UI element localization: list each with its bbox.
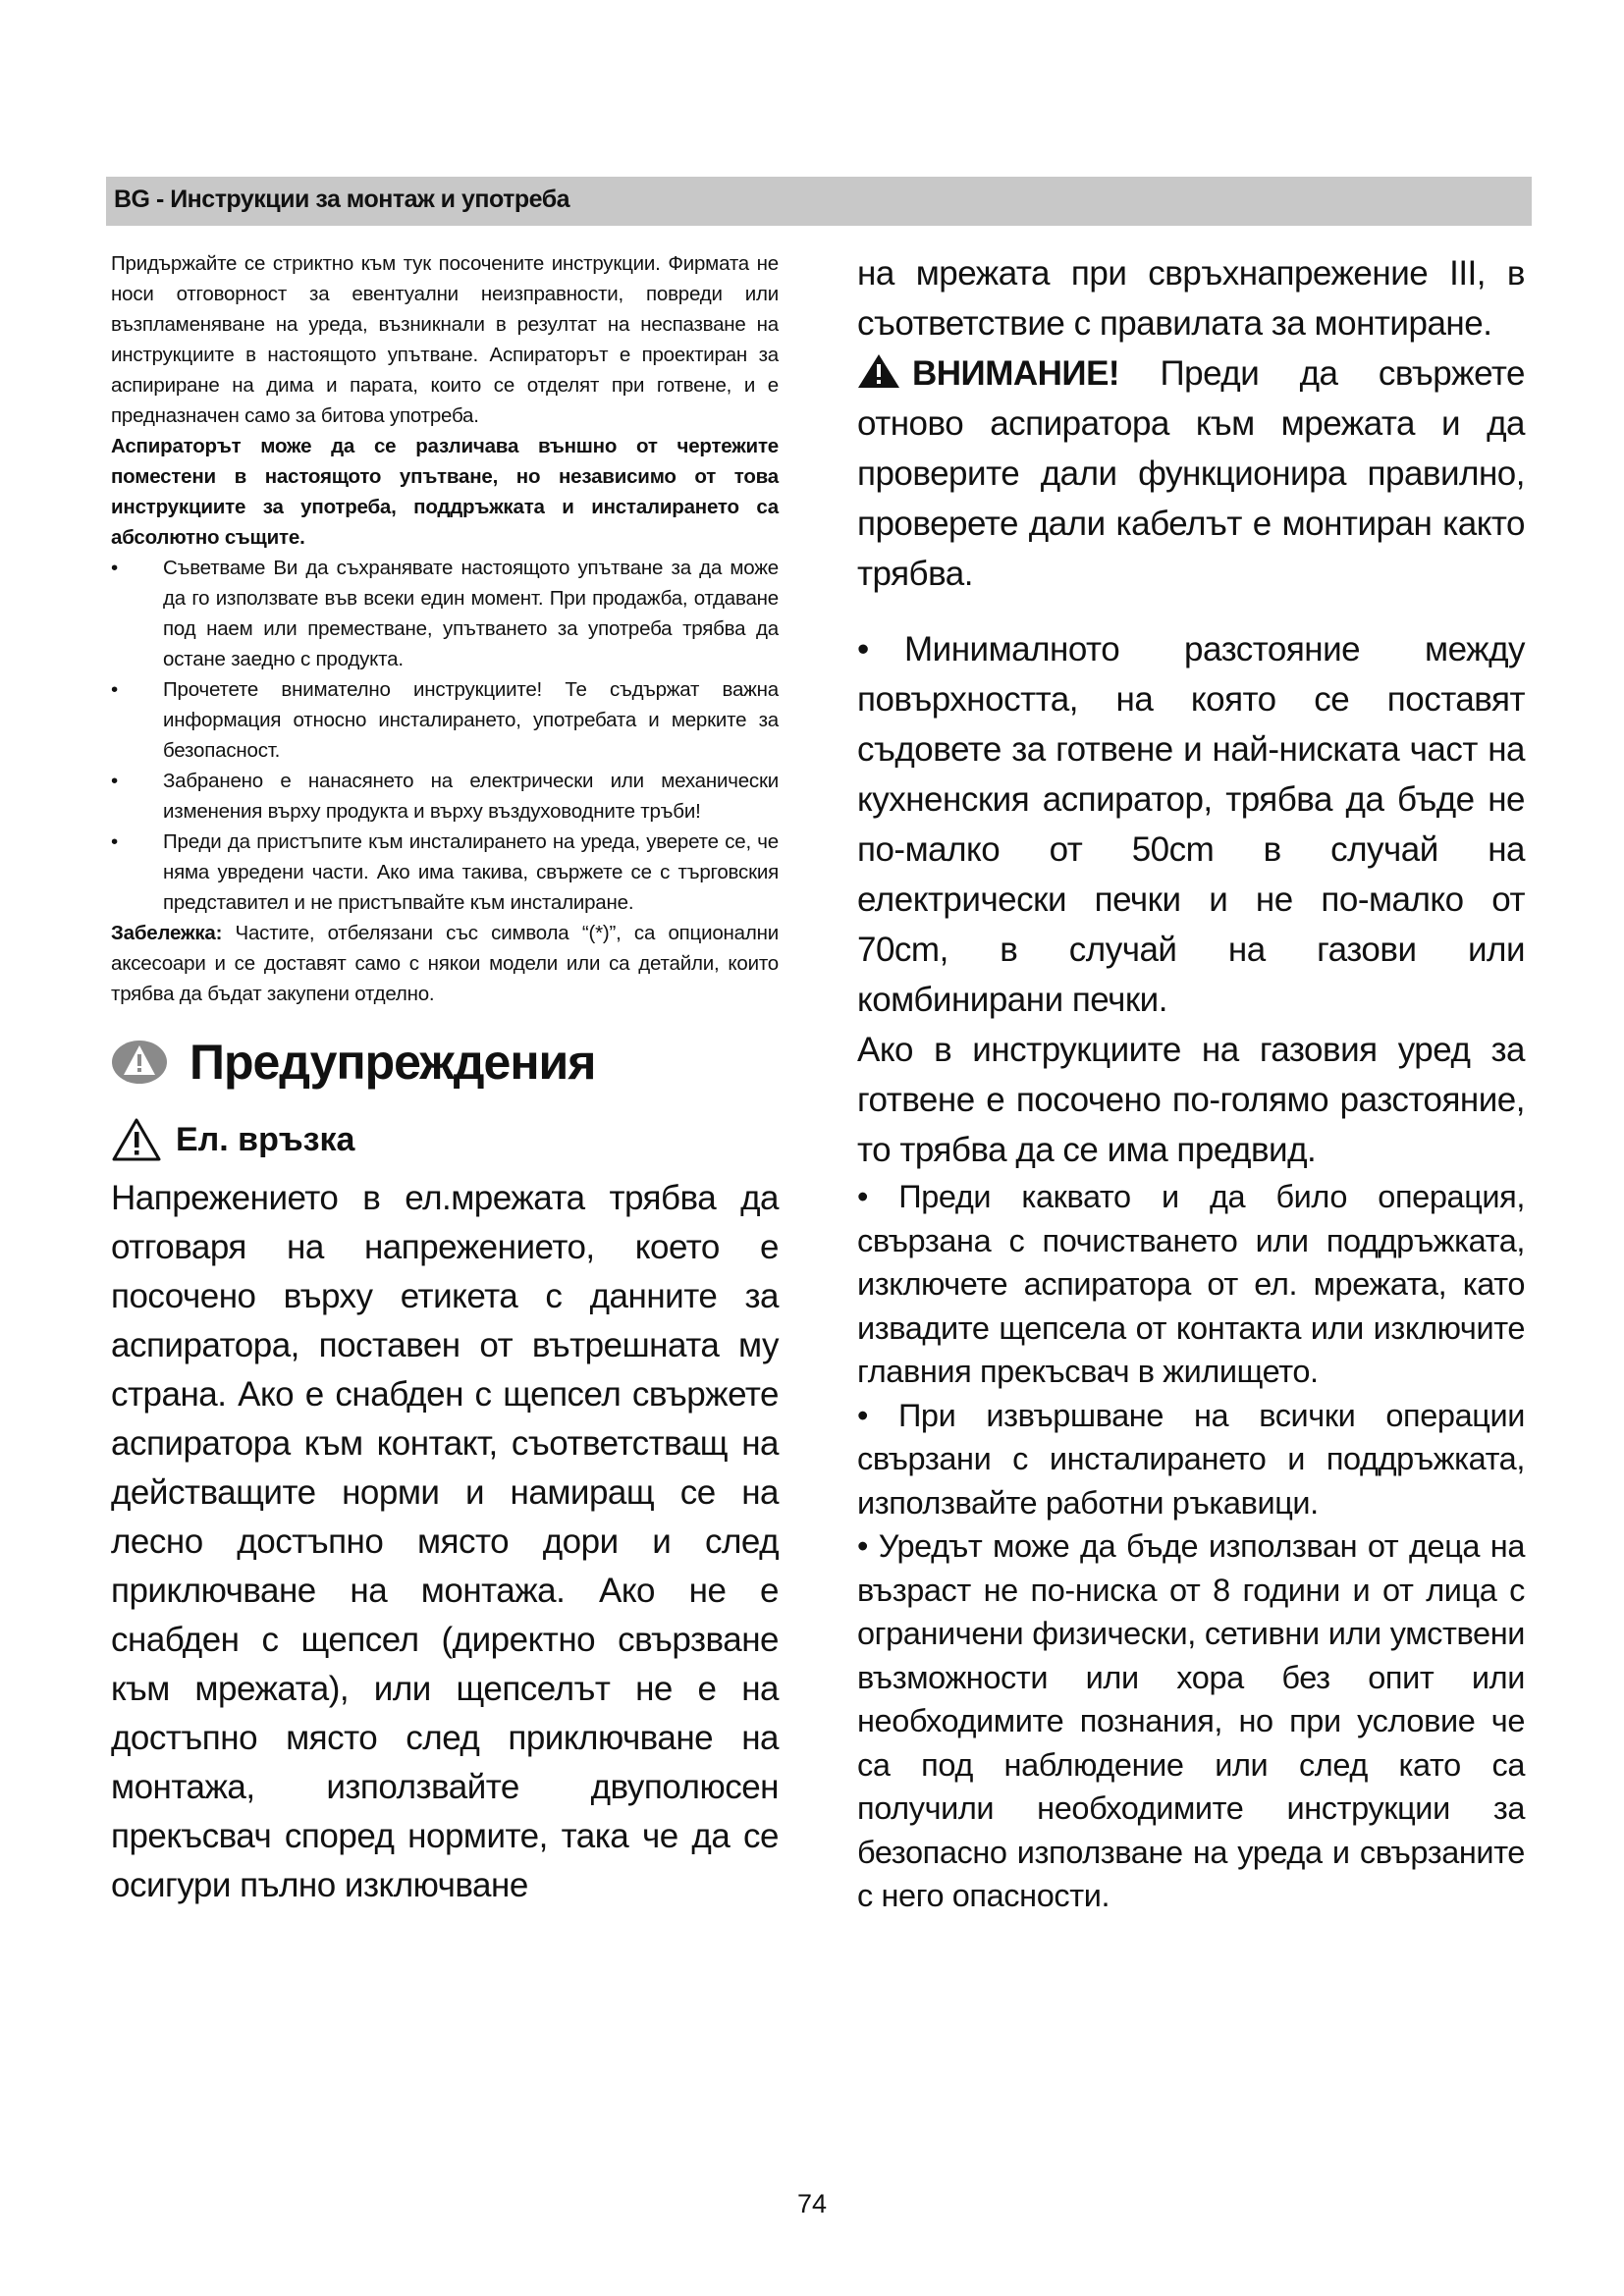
warning-filled-icon xyxy=(857,353,900,389)
attention-label: ВНИМАНИЕ! xyxy=(912,354,1120,393)
note-paragraph xyxy=(111,918,779,1009)
distance-paragraph: • Минималното разстояние между повърхността, на която се поставят съдовете за готвене и най-ниската част на кухненския аспиратор, трябва да бъде не по-малко от 50cm в случай на електрически печки и не по-малко от 70cm, в случай на газови или комбинирани печки. xyxy=(857,624,1525,1025)
instruction-bullets xyxy=(111,553,779,918)
note-text: Частите, отбелязани със символа “(*)”, са опционални аксесоари и се доставят само с някои модели или са детайли, които трябва да бъдат закупени отделно. xyxy=(111,922,779,1005)
list-item: • Преди каквато и да било операция, свързана с почистването или поддръжката, изключете аспиратора от ел. мрежата, като извадите щепсела от контакта или изключите главния прекъсвач в жилището. xyxy=(857,1179,1525,1389)
warning-triangle-icon xyxy=(111,1117,162,1162)
list-item: • Преди да пристъпите към инсталирането на уреда, уверете се, че няма увредени части. Ако има такива, свържете се с търговския представител и не пристъпвайте към инсталиране. xyxy=(111,827,779,918)
continuation-paragraph: на мрежата при свръхнапрежение III, в съответствие с правилата за монтиране. xyxy=(857,254,1525,343)
attention-text: Преди да свържете отново аспиратора към мрежата и да проверите дали функционира правилно, проверете дали кабелът е монтиран както трябва. xyxy=(857,354,1525,593)
bullet-symbol: • xyxy=(857,1397,868,1433)
list-item: • Прочетете внимателно инструкциите! Те съдържат важна информация относно инсталирането, употребата и мерките за безопасност. xyxy=(111,674,779,766)
list-item: • Съветваме Ви да съхранявате настоящото упътване за да може да го използвате във всеки един момент. При продажба, отдаване под наем или преместване, упътването за употреба трябва да остане заедно с продукта. xyxy=(111,553,779,674)
warnings-heading xyxy=(111,1027,779,1097)
right-column xyxy=(857,248,1525,1918)
electric-heading xyxy=(111,1115,779,1164)
section-title: BG - Инструкции за монтаж и употреба xyxy=(114,186,570,213)
list-item: • Забранено е нанасянето на електрически или механически изменения върху продукта и върху въздуховодните тръби! xyxy=(111,766,779,827)
bullet-symbol: • xyxy=(111,678,118,701)
gas-paragraph: Ако в инструкциите на газовия уред за готвене е посочено по-голямо разстояние, то трябва да се има предвид. xyxy=(857,1031,1525,1169)
intro-paragraph: Придържайте се стриктно към тук посочените инструкции. Фирмата не носи отговорност за евентуални неизправности, повреди или възпламеняване на уреда, възникнали в резултат на неспазване на инструкциите в настоящото упътване. Аспираторът е проектиран за аспириране на дима и парата, които се отделят при готвене, и е предназначен само за битова употреба. xyxy=(111,252,779,427)
warnings-title: Предупреждения xyxy=(189,1035,596,1090)
left-column xyxy=(111,248,779,1910)
section-header-bar xyxy=(106,177,1532,226)
page-number: 74 xyxy=(796,2189,828,2218)
electric-title: Ел. връзка xyxy=(176,1120,355,1158)
bullet-symbol: • xyxy=(857,630,869,668)
bullet-symbol: • xyxy=(111,557,118,579)
list-item: • Уредът може да бъде използван от деца на възраст не по-ниска от 8 години и от лица с ограничени физически, сетивни или умствени възможности или хора без опит или необходимите познания, но при условие че са под наблюдение или след като са получили необходимите инструкции за безопасно използване на уреда и свързаните с него опасности. xyxy=(857,1528,1525,1913)
list-item: • При извършване на всички операции свързани с инсталирането и поддръжката, използвайте работни ръкавици. xyxy=(857,1397,1525,1521)
bullet-symbol: • xyxy=(111,830,118,853)
bullet-symbol: • xyxy=(857,1179,868,1214)
bullet-symbol: • xyxy=(857,1528,868,1564)
bold-notice: Аспираторът може да се различава външно от чертежите поместени в настоящото упътване, но независимо от това инструкциите за употреба, поддръжката и инсталирането са абсолютно същите. xyxy=(111,435,779,549)
note-label: Забележка: xyxy=(111,922,223,944)
electric-paragraph: Напрежението в ел.мрежата трябва да отговаря на напрежението, което е посочено върху етикета с данните за аспиратора, поставен от вътрешната му страна. Ако е снабден с щепсел свържете аспиратора към контакт, съответстващ на действащите норми и намиращ се на лесно достъпно място дори и след приключване на монтажа. Ако не е снабден с щепсел (директно свързване към мрежата), или щепселът не е на достъпно място след приключване на монтажа, използвайте двуполюсен прекъсвач според нормите, така че да се осигури пълно изключване xyxy=(111,1179,779,1904)
warning-badge-icon xyxy=(111,1039,168,1086)
bullet-symbol: • xyxy=(111,770,118,792)
attention-paragraph xyxy=(857,348,1525,599)
